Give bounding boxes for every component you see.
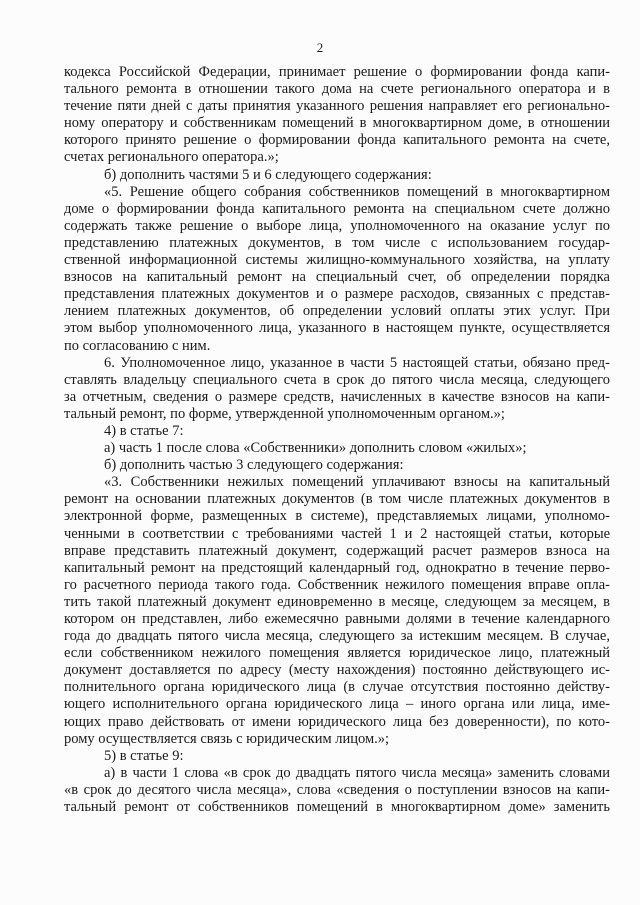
text-line: «в срок до десятого числа месяца», слова «сведения о поступлении взносов на капи-: [64, 781, 610, 798]
text-line: котором он представлен, либо ежемесячно равными долями в течение календарного: [64, 611, 610, 627]
text-line: 6. Уполномоченное лицо, указанное в части 5 настоящей статьи, обязано пред-: [104, 354, 610, 371]
text-line: «5. Решение общего собрания собственников помещений в многоквартирном: [104, 183, 610, 200]
text-line: представлению платежных документов, в том числе с использованием государ-: [64, 234, 610, 251]
text-line: ственной информационной системы жилищно-коммунального хозяйства, на уплату: [64, 252, 610, 269]
text-line: «3. Собственники нежилых помещений уплачивают взносы на капитальный: [104, 474, 610, 491]
text-line: б) дополнить частями 5 и 6 следующего содержания:: [104, 166, 432, 183]
text-line: по согласованию с ним.: [64, 337, 211, 354]
text-line: тальный ремонт от собственников помещений в многоквартирном доме» заменить: [64, 799, 610, 816]
text-line: документ доставляется по адресу (месту нахождения) постоянно действующего ис-: [64, 662, 610, 679]
text-line: ченными в соответствии с требованиями частей 1 и 2 настоящей статьи, которые: [64, 525, 610, 542]
text-line: доме о формировании фонда капитального ремонта на специальном счете должно: [64, 200, 610, 217]
text-line: кодекса Российской Федерации, принимает решение о формировании фонда капи-: [64, 64, 610, 80]
text-line: содержать также решение о выборе лица, уполномоченного на оказание услуг по: [64, 217, 610, 234]
text-line: представления платежных документов и о размере расходов, связанных с представ-: [64, 286, 610, 303]
document-body: [64, 64, 610, 816]
text-line: течение пяти дней с даты принятия указанного решения направляет его регионально-: [64, 98, 610, 115]
text-line: б) дополнить частью 3 следующего содержания:: [104, 457, 404, 474]
text-line: го расчетного периода такого года. Собственник нежилого помещения вправе опла-: [64, 576, 610, 593]
text-line: которого принято решение о формировании фонда капитального ремонта на счете,: [64, 132, 610, 149]
text-line: взносов на капитальный ремонт на специальный счет, об определении порядка: [64, 269, 610, 286]
text-line: ющего исполнительного органа юридического лица – иного органа или лица, име-: [64, 696, 610, 713]
text-line: а) часть 1 после слова «Собственники» дополнить словом «жилых»;: [104, 440, 527, 457]
text-line: рому осуществляется связь с юридическим лицом.»;: [64, 730, 390, 747]
text-line: ремонт на основании платежных документов (в том числе платежных документов в: [64, 491, 610, 508]
text-line: вправе представить платежный документ, содержащий расчет размеров взноса на: [64, 542, 610, 559]
text-line: полнительного органа юридического лица (в случае отсутствия постоянно действу-: [64, 679, 610, 696]
text-line: тальный ремонт, по форме, утвержденной уполномоченным органом.»;: [64, 405, 505, 422]
text-line: а) в части 1 слова «в срок до двадцать пятого числа месяца» заменить словами: [104, 764, 610, 781]
text-line: ному оператору и собственникам помещений в многоквартирном доме, в отношении: [64, 115, 610, 132]
text-line: за отчетным, сведения о размере средств, начисленных в качестве взносов на капи-: [64, 388, 610, 405]
text-line: капитальный ремонт на предстоящий календарный год, однократно в течение перво-: [64, 559, 610, 576]
text-line: года до двадцать пятого числа месяца, следующего за истекшим месяцем. В случае,: [64, 628, 610, 645]
text-line: лением платежных документов, об определении условий оплаты этих услуг. При: [64, 303, 610, 320]
text-line: тального ремонта в отношении такого дома на счете регионального оператора и в: [64, 81, 610, 98]
text-line: счетах регионального оператора.»;: [64, 149, 279, 166]
text-line: электронной форме, размещенных в системе), представляемых лицами, уполномо-: [64, 508, 610, 525]
text-line: ющих право действовать от имени юридического лица без доверенности), по кото-: [64, 713, 610, 730]
text-line: ставлять владельцу специального счета в срок до пятого числа месяца, следующего: [64, 371, 610, 388]
page-number: 2: [316, 40, 324, 55]
text-line: 5) в статье 9:: [104, 747, 184, 764]
text-line: если собственником нежилого помещения является юридическое лицо, платежный: [64, 645, 610, 662]
text-line: тить такой платежный документ единовременно в месяце, следующем за месяцем, в: [64, 593, 610, 610]
text-line: 4) в статье 7:: [104, 422, 184, 439]
text-line: этом выбор уполномоченного лица, указанного в настоящем пункте, осуществляется: [64, 320, 610, 337]
